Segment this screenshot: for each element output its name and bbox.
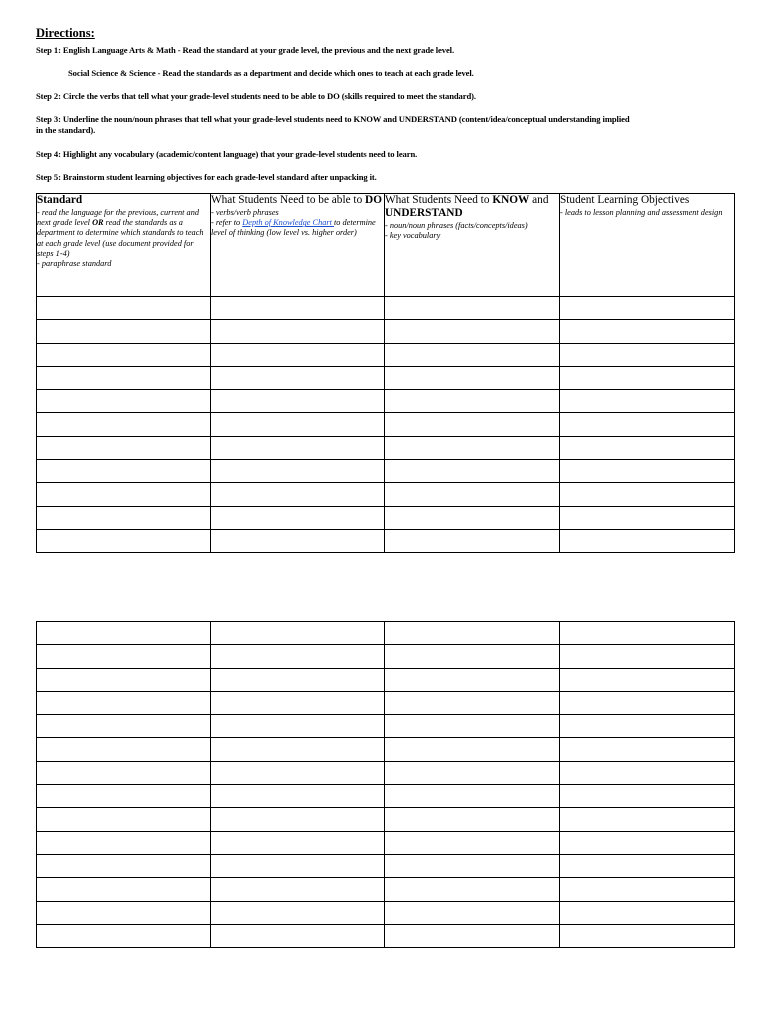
table-cell[interactable]: [560, 901, 735, 924]
step-5: Step 5: Brainstorm student learning objectives for each grade-level standard after unpacking it.: [36, 172, 377, 182]
table-cell[interactable]: [37, 390, 211, 413]
table-cell[interactable]: [211, 366, 385, 389]
table-cell[interactable]: [560, 460, 735, 483]
table-cell[interactable]: [211, 645, 385, 668]
table-row: [37, 436, 735, 459]
table-row: [37, 924, 735, 947]
table-cell[interactable]: [560, 878, 735, 901]
table-cell[interactable]: [37, 343, 211, 366]
table-row: [37, 506, 735, 529]
step-4: Step 4: Highlight any vocabulary (academic/content language) that your grade-level students need to learn.: [36, 149, 418, 159]
table-cell[interactable]: [560, 761, 735, 784]
depth-of-knowledge-link[interactable]: Depth of Knowledge Chart: [242, 218, 334, 228]
table-cell[interactable]: [560, 297, 735, 320]
table-cell[interactable]: [560, 808, 735, 831]
table-row: [37, 413, 735, 436]
step-3: [36, 114, 736, 135]
table-cell[interactable]: [37, 854, 211, 877]
table-cell[interactable]: [37, 901, 211, 924]
step-3-line-1: Step 3: Underline the noun/noun phrases that tell what your grade-level students need to KNOW and UNDERSTAND (content/idea/conceptual understanding implied: [36, 114, 630, 124]
table-cell[interactable]: [560, 645, 735, 668]
step-3-line-2: in the standard).: [36, 124, 96, 135]
table-cell[interactable]: [211, 529, 385, 552]
header-do: What Students Need to be able to DO - verbs/verb phrases - refer to Depth of Knowledge Chart to determine level of thinking (low level vs. higher order): [211, 194, 385, 297]
table-cell[interactable]: [560, 668, 735, 691]
table-cell[interactable]: [385, 854, 560, 877]
table-cell[interactable]: [385, 436, 560, 459]
table-cell[interactable]: [37, 785, 211, 808]
table-cell[interactable]: [211, 622, 385, 645]
table-cell[interactable]: [211, 297, 385, 320]
table-row: [37, 785, 735, 808]
table-row: [37, 808, 735, 831]
table-cell[interactable]: [211, 668, 385, 691]
objectives-notes: - leads to lesson planning and assessment design: [560, 208, 723, 217]
table-cell[interactable]: [385, 366, 560, 389]
table-cell[interactable]: [560, 390, 735, 413]
table-cell[interactable]: [560, 691, 735, 714]
know-notes: - noun/noun phrases (facts/concepts/ideas) - key vocabulary: [385, 221, 528, 241]
table-cell[interactable]: [560, 320, 735, 343]
header-standard: [37, 194, 211, 297]
table-cell[interactable]: [560, 343, 735, 366]
table-cell[interactable]: [37, 506, 211, 529]
standard-notes: - read the language for the previous, current and next grade level OR read the standards as a department to determine which standards to teach at each grade level (use document provided for steps 1-4) - paraphrase standard: [37, 208, 204, 269]
table-cell[interactable]: [37, 715, 211, 738]
step-1: Step 1: English Language Arts & Math - Read the standard at your grade level, the previous and the next grade level.: [36, 45, 455, 55]
table-cell[interactable]: [211, 761, 385, 784]
standard-title: Standard: [37, 194, 83, 206]
table-row: [37, 622, 735, 645]
header-objectives: Student Learning Objectives - leads to lesson planning and assessment design: [560, 194, 735, 297]
table-row: [37, 854, 735, 877]
table-cell[interactable]: [37, 413, 211, 436]
table-cell[interactable]: [37, 622, 211, 645]
table-cell[interactable]: [37, 878, 211, 901]
table-cell[interactable]: [385, 645, 560, 668]
table-cell[interactable]: [385, 413, 560, 436]
table-cell[interactable]: [37, 529, 211, 552]
table-cell[interactable]: [37, 436, 211, 459]
table-cell[interactable]: [385, 761, 560, 784]
table-cell[interactable]: [37, 645, 211, 668]
table-cell[interactable]: [37, 483, 211, 506]
table-row: [37, 901, 735, 924]
table-cell[interactable]: [560, 785, 735, 808]
table-cell[interactable]: [37, 761, 211, 784]
table-cell[interactable]: [560, 738, 735, 761]
table-cell[interactable]: [211, 808, 385, 831]
table-cell[interactable]: [385, 715, 560, 738]
do-notes: - verbs/verb phrases - refer to Depth of Knowledge Chart to determine level of thinking (low level vs. higher order): [211, 208, 376, 238]
table-row: [37, 343, 735, 366]
table-cell[interactable]: [385, 738, 560, 761]
table-cell[interactable]: [211, 413, 385, 436]
table-cell[interactable]: [385, 831, 560, 854]
table-cell[interactable]: [385, 622, 560, 645]
table-cell[interactable]: [385, 529, 560, 552]
table-row: [37, 691, 735, 714]
table-cell[interactable]: [37, 297, 211, 320]
table-cell[interactable]: [385, 901, 560, 924]
table-cell[interactable]: [560, 436, 735, 459]
table-cell[interactable]: [211, 320, 385, 343]
table-cell[interactable]: [560, 924, 735, 947]
table-cell[interactable]: [560, 854, 735, 877]
table-cell[interactable]: [385, 343, 560, 366]
table-cell[interactable]: [37, 924, 211, 947]
table-cell[interactable]: [385, 924, 560, 947]
table-cell[interactable]: [560, 506, 735, 529]
table-row: [37, 529, 735, 552]
table-cell[interactable]: [385, 506, 560, 529]
table-cell[interactable]: [211, 854, 385, 877]
table-cell[interactable]: [211, 483, 385, 506]
table-cell[interactable]: [385, 460, 560, 483]
table-cell[interactable]: [37, 320, 211, 343]
table-row: [37, 366, 735, 389]
table-cell[interactable]: [385, 320, 560, 343]
table-cell[interactable]: [211, 831, 385, 854]
table-row: [37, 645, 735, 668]
table-cell[interactable]: [560, 483, 735, 506]
table-row: [37, 831, 735, 854]
table-cell[interactable]: [385, 691, 560, 714]
table-cell[interactable]: [211, 738, 385, 761]
table-cell[interactable]: [385, 668, 560, 691]
table-row: [37, 715, 735, 738]
table-cell[interactable]: [560, 622, 735, 645]
table-cell[interactable]: [211, 878, 385, 901]
table-cell[interactable]: [37, 691, 211, 714]
table-row: [37, 668, 735, 691]
header-know-understand: What Students Need to KNOW and UNDERSTAND - noun/noun phrases (facts/concepts/ideas) - key vocabulary: [385, 194, 560, 297]
table-cell[interactable]: [37, 668, 211, 691]
table-cell[interactable]: [560, 413, 735, 436]
step-1-social-science: Social Science & Science - Read the standards as a department and decide which ones to teach at each grade level.: [68, 68, 474, 78]
table-cell[interactable]: [211, 901, 385, 924]
table-row: [37, 297, 735, 320]
table-cell[interactable]: [385, 785, 560, 808]
table-cell[interactable]: [37, 366, 211, 389]
table-row: [37, 320, 735, 343]
table-cell[interactable]: [211, 460, 385, 483]
unpacking-table-1: [36, 193, 735, 553]
table-row: [37, 483, 735, 506]
table-cell[interactable]: [37, 460, 211, 483]
table-cell[interactable]: [37, 808, 211, 831]
directions-title: Directions:: [36, 26, 95, 40]
table-cell[interactable]: [211, 506, 385, 529]
table-row: [37, 878, 735, 901]
table-cell[interactable]: [211, 436, 385, 459]
table-cell[interactable]: [37, 831, 211, 854]
table-cell[interactable]: [560, 715, 735, 738]
table-cell[interactable]: [560, 831, 735, 854]
table-cell[interactable]: [385, 390, 560, 413]
table-cell[interactable]: [560, 366, 735, 389]
table-cell[interactable]: [385, 297, 560, 320]
table-cell[interactable]: [211, 343, 385, 366]
table-cell[interactable]: [211, 924, 385, 947]
table-cell[interactable]: [37, 738, 211, 761]
table-cell[interactable]: [211, 390, 385, 413]
table-cell[interactable]: [385, 878, 560, 901]
table-cell[interactable]: [211, 715, 385, 738]
table-cell[interactable]: [211, 691, 385, 714]
table-cell[interactable]: [211, 785, 385, 808]
table-cell[interactable]: [560, 529, 735, 552]
table-row: [37, 761, 735, 784]
unpacking-table-2: [36, 621, 735, 948]
table-cell[interactable]: [385, 808, 560, 831]
step-2: Step 2: Circle the verbs that tell what your grade-level students need to be able to DO (skills required to meet the standard).: [36, 91, 476, 101]
table-cell[interactable]: [385, 483, 560, 506]
table-row: [37, 460, 735, 483]
table-row: [37, 738, 735, 761]
table-row: [37, 390, 735, 413]
